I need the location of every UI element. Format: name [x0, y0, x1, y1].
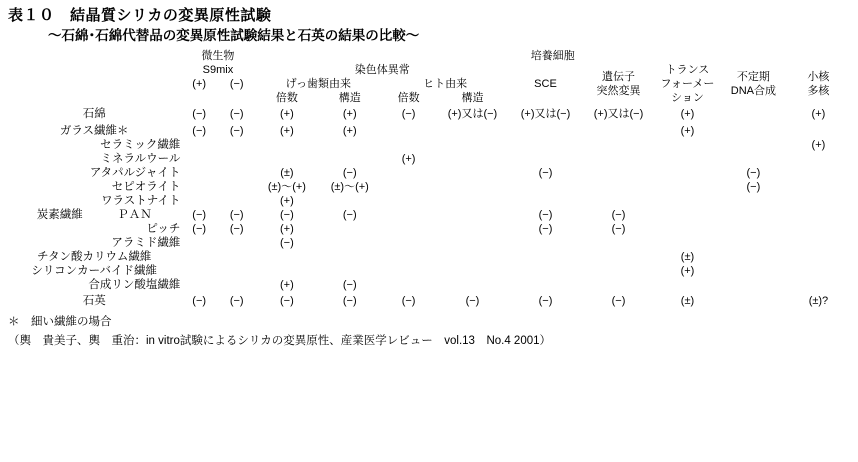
cell-s9-minus	[218, 194, 256, 208]
cell-rodent-structure	[318, 222, 381, 236]
cell-human-structure	[436, 222, 509, 236]
row-label: ガラス繊維＊	[59, 125, 129, 137]
cell-rodent-ploidy: (−)	[280, 209, 294, 221]
cell-rodent-ploidy: (+)	[280, 223, 294, 235]
cell-s9-minus	[218, 278, 256, 292]
header-s9-plus: (+)	[192, 78, 207, 90]
cell-rodent-ploidy: (±)〜(+)	[267, 181, 306, 193]
cell-transformation	[655, 152, 720, 166]
cell-sce	[509, 180, 582, 194]
cell-asbestos-micronucleus: (+)	[811, 107, 826, 120]
cell-gene-mutation: (−)	[611, 209, 626, 221]
table-body-substitutes	[8, 124, 850, 292]
cell-human-ploidy	[381, 180, 436, 194]
table-row	[8, 194, 850, 208]
table-row	[8, 264, 850, 278]
cell-transformation: (±)	[680, 251, 695, 263]
cell-quartz-transformation: (±)	[680, 294, 695, 307]
footnote-citation: （輿 貴美子、輿 重治：in vitro試験によるシリカの変異原性、産業医学レビュー vol.13 No.4 2001）	[8, 335, 552, 347]
table-row	[8, 278, 850, 292]
header-uds-line1: 不定期	[736, 71, 770, 83]
cell-asbestos-gene-mutation: (+)又は(−)	[593, 107, 644, 120]
cell-asbestos-s9-minus: (−)	[229, 107, 244, 120]
cell-s9-plus	[180, 278, 218, 292]
cell-quartz-rodent-ploidy: (−)	[280, 294, 294, 307]
header-sce: SCE	[534, 78, 557, 90]
row-label-asbestos: 石綿	[82, 107, 106, 120]
row-label: アラミド繊維	[111, 237, 181, 249]
cell-micronucleus	[787, 222, 850, 236]
header-gene-mutation-line2: 突然変異	[596, 85, 641, 97]
cell-rodent-ploidy: (+)	[280, 125, 294, 137]
cell-sce: (−)	[538, 209, 553, 221]
table-row	[8, 208, 850, 222]
row-label: ワラストナイト	[101, 195, 181, 207]
cell-uds	[720, 278, 787, 292]
cell-micronucleus: (+)	[811, 139, 826, 151]
cell-uds	[720, 138, 787, 152]
cell-human-structure	[436, 278, 509, 292]
cell-asbestos-rodent-structure: (+)	[342, 107, 357, 120]
header-transformation-line2: フォーメー	[660, 78, 715, 90]
page-title: 表１０ 結晶質シリカの変異原性試験	[8, 7, 272, 24]
cell-sce	[509, 194, 582, 208]
cell-sce	[509, 138, 582, 152]
cell-sce	[509, 124, 582, 138]
mutagenicity-table	[8, 49, 850, 310]
cell-transformation	[655, 236, 720, 250]
cell-quartz-micronucleus: (±)?	[808, 294, 829, 307]
bottom-cell-5	[381, 309, 436, 310]
table-row	[8, 152, 850, 166]
cell-human-structure	[436, 208, 509, 222]
cell-sce	[509, 236, 582, 250]
cell-gene-mutation	[582, 166, 655, 180]
cell-uds: (−)	[746, 181, 761, 193]
cell-rodent-structure: (+)	[342, 125, 357, 137]
cell-human-structure	[436, 124, 509, 138]
bottom-cell-9	[655, 309, 720, 310]
cell-human-structure	[436, 264, 509, 278]
cell-gene-mutation	[582, 180, 655, 194]
cell-s9-plus: (−)	[192, 223, 207, 235]
cell-gene-mutation	[582, 264, 655, 278]
cell-gene-mutation	[582, 138, 655, 152]
cell-human-structure	[436, 152, 509, 166]
cell-s9-minus	[218, 180, 256, 194]
header-row-sub1	[8, 63, 850, 77]
bottom-cell-label	[8, 309, 180, 310]
cell-s9-minus: (−)	[229, 223, 244, 235]
header-uds	[720, 63, 787, 105]
cell-rodent-structure: (−)	[342, 167, 357, 179]
cell-sce	[509, 250, 582, 264]
cell-quartz-s9-minus: (−)	[229, 294, 244, 307]
row-label: 合成リン酸塩繊維	[88, 279, 181, 291]
cell-transformation	[655, 138, 720, 152]
cell-rodent-structure	[318, 236, 381, 250]
cell-s9-plus	[180, 236, 218, 250]
row-label-quartz: 石英	[82, 294, 106, 307]
cell-s9-plus: (−)	[192, 209, 207, 221]
cell-rodent-ploidy	[255, 250, 318, 264]
row-label: セラミック繊維	[100, 139, 181, 151]
cell-s9-plus	[180, 180, 218, 194]
cell-micronucleus	[787, 152, 850, 166]
bottom-cell-2	[218, 309, 256, 310]
cell-transformation	[655, 194, 720, 208]
cell-asbestos-human-structure: (+)又は(−)	[447, 107, 498, 120]
header-row-groups	[8, 49, 850, 63]
row-label: セピオライト	[111, 181, 181, 193]
cell-s9-plus	[180, 152, 218, 166]
cell-uds	[720, 250, 787, 264]
cell-rodent-structure	[318, 264, 381, 278]
cell-quartz-human-structure: (−)	[465, 294, 480, 307]
cell-micronucleus	[787, 236, 850, 250]
header-corner-blank	[8, 49, 180, 63]
cell-rodent-ploidy: (−)	[280, 237, 294, 249]
cell-micronucleus	[787, 264, 850, 278]
cell-transformation: (+)	[680, 265, 695, 277]
cell-micronucleus	[787, 180, 850, 194]
cell-human-ploidy	[381, 208, 436, 222]
header-s9-minus: (−)	[229, 78, 244, 90]
cell-rodent-structure	[318, 152, 381, 166]
bottom-cell-1	[180, 309, 218, 310]
cell-gene-mutation	[582, 250, 655, 264]
cell-rodent-structure: (−)	[342, 279, 357, 291]
cell-gene-mutation	[582, 152, 655, 166]
cell-human-ploidy	[381, 250, 436, 264]
cell-sce	[509, 264, 582, 278]
cell-human-ploidy	[381, 236, 436, 250]
bottom-cell-7	[509, 309, 582, 310]
cell-uds	[720, 208, 787, 222]
header-uds-line2: DNA合成	[730, 85, 776, 97]
table-row	[8, 236, 850, 250]
cell-rodent-ploidy: (±)	[280, 167, 294, 179]
cell-uds	[720, 236, 787, 250]
header-s9mix: S9mix	[202, 64, 234, 76]
cell-s9-minus	[218, 166, 256, 180]
cell-human-structure	[436, 194, 509, 208]
header-micronucleus-line1: 小核	[807, 71, 830, 83]
table-row-quartz	[8, 292, 850, 309]
cell-uds	[720, 222, 787, 236]
cell-micronucleus	[787, 124, 850, 138]
header-gene-mutation-line1: 遺伝子	[602, 71, 635, 83]
row-label: 炭素繊維 ＰＡＮ	[36, 209, 152, 221]
cell-micronucleus	[787, 194, 850, 208]
cell-human-ploidy	[381, 222, 436, 236]
cell-asbestos-transformation: (+)	[680, 107, 695, 120]
cell-s9-plus	[180, 138, 218, 152]
cell-asbestos-s9-plus: (−)	[192, 107, 207, 120]
row-label: ピッチ	[146, 223, 181, 235]
cell-asbestos-sce: (+)又は(−)	[520, 107, 571, 120]
cell-gene-mutation	[582, 194, 655, 208]
header-human-ploidy: 倍数	[397, 92, 420, 104]
header-micronucleus	[787, 63, 850, 105]
title-block	[8, 6, 850, 45]
cell-gene-mutation	[582, 236, 655, 250]
row-label: チタン酸カリウム繊維	[37, 251, 152, 263]
header-blank-3	[8, 77, 180, 91]
header-blank-2	[8, 63, 180, 77]
footnote-asterisk: ＊ 細い繊維の場合	[8, 316, 112, 328]
cell-gene-mutation	[582, 278, 655, 292]
cell-asbestos-uds	[720, 105, 787, 122]
table-bottom-frame	[8, 309, 850, 310]
header-rodent-ploidy: 倍数	[275, 92, 298, 104]
cell-transformation	[655, 166, 720, 180]
table-row	[8, 166, 850, 180]
cell-rodent-ploidy	[255, 264, 318, 278]
header-rodent-structure: 構造	[338, 92, 361, 104]
table-row	[8, 222, 850, 236]
cell-micronucleus	[787, 208, 850, 222]
cell-s9-minus	[218, 264, 256, 278]
cell-human-ploidy	[381, 166, 436, 180]
cell-micronucleus	[787, 250, 850, 264]
row-label: ミネラルウール	[100, 153, 181, 165]
page-subtitle: 〜石綿･石綿代替品の変異原性試験結果と石英の結果の比較〜	[48, 28, 420, 43]
cell-sce	[509, 152, 582, 166]
cell-human-ploidy	[381, 138, 436, 152]
cell-human-structure	[436, 250, 509, 264]
bottom-cell-6	[436, 309, 509, 310]
cell-s9-minus: (−)	[229, 125, 244, 137]
cell-transformation: (+)	[680, 125, 695, 137]
cell-rodent-ploidy	[255, 138, 318, 152]
bottom-cell-10	[720, 309, 787, 310]
header-human-origin: ヒト由来	[423, 78, 468, 90]
cell-s9-plus	[180, 194, 218, 208]
cell-rodent-structure	[318, 250, 381, 264]
cell-micronucleus	[787, 278, 850, 292]
cell-s9-plus: (−)	[192, 125, 207, 137]
cell-quartz-s9-plus: (−)	[192, 294, 207, 307]
cell-human-structure	[436, 138, 509, 152]
cell-human-ploidy	[381, 278, 436, 292]
cell-s9-minus	[218, 138, 256, 152]
cell-quartz-uds	[720, 292, 787, 309]
table-row	[8, 250, 850, 264]
cell-rodent-structure	[318, 194, 381, 208]
cell-quartz-gene-mutation: (−)	[611, 294, 626, 307]
cell-gene-mutation: (−)	[611, 223, 626, 235]
table-row	[8, 180, 850, 194]
cell-sce: (−)	[538, 167, 553, 179]
table-row	[8, 138, 850, 152]
cell-human-ploidy	[381, 264, 436, 278]
cell-human-structure	[436, 166, 509, 180]
header-blank-4	[8, 91, 180, 105]
cell-uds	[720, 152, 787, 166]
table-row	[8, 124, 850, 138]
cell-quartz-rodent-structure: (−)	[342, 294, 357, 307]
header-group-microorganism: 微生物	[201, 50, 235, 62]
header-transformation-line3: ション	[671, 92, 704, 104]
cell-sce	[509, 278, 582, 292]
cell-s9-plus	[180, 250, 218, 264]
bottom-cell-4	[318, 309, 381, 310]
cell-human-ploidy	[381, 194, 436, 208]
cell-uds	[720, 124, 787, 138]
cell-rodent-structure: (±)〜(+)	[330, 181, 369, 193]
header-rodent-origin: げっ歯類由来	[285, 78, 352, 90]
cell-human-ploidy: (+)	[401, 153, 416, 165]
header-human-structure: 構造	[461, 92, 484, 104]
cell-micronucleus	[787, 166, 850, 180]
cell-s9-minus	[218, 152, 256, 166]
header-chromosome-abnormal: 染色体異常	[354, 64, 410, 76]
cell-rodent-ploidy: (+)	[280, 279, 294, 291]
row-label: シリコンカーバイド繊維	[31, 265, 158, 277]
bottom-cell-8	[582, 309, 655, 310]
bottom-cell-11	[787, 309, 850, 310]
cell-human-structure	[436, 236, 509, 250]
cell-transformation	[655, 180, 720, 194]
cell-transformation	[655, 222, 720, 236]
header-group-cultured-cells: 培養細胞	[530, 50, 575, 62]
row-label: アタパルジャイト	[89, 167, 181, 179]
header-micronucleus-line2: 多核	[807, 85, 830, 97]
cell-s9-plus	[180, 166, 218, 180]
cell-uds	[720, 264, 787, 278]
cell-transformation	[655, 278, 720, 292]
header-blank-s9b	[218, 91, 256, 105]
bottom-cell-3	[255, 309, 318, 310]
table-row-asbestos	[8, 105, 850, 122]
cell-asbestos-rodent-ploidy: (+)	[280, 107, 294, 120]
header-blank-s9a	[180, 91, 218, 105]
cell-s9-minus	[218, 236, 256, 250]
header-transformation-line1: トランス	[665, 64, 710, 76]
cell-quartz-human-ploidy: (−)	[401, 294, 416, 307]
cell-gene-mutation	[582, 124, 655, 138]
cell-uds	[720, 194, 787, 208]
cell-human-ploidy	[381, 124, 436, 138]
cell-quartz-sce: (−)	[538, 294, 553, 307]
cell-s9-minus	[218, 250, 256, 264]
cell-asbestos-human-ploidy: (−)	[401, 107, 416, 120]
cell-s9-plus	[180, 264, 218, 278]
cell-s9-minus: (−)	[229, 209, 244, 221]
cell-transformation	[655, 208, 720, 222]
cell-human-structure	[436, 180, 509, 194]
cell-rodent-ploidy: (+)	[280, 195, 294, 207]
cell-sce: (−)	[538, 223, 553, 235]
cell-rodent-structure	[318, 138, 381, 152]
header-transformation	[655, 63, 720, 105]
header-gene-mutation	[582, 63, 655, 105]
cell-rodent-ploidy	[255, 152, 318, 166]
cell-rodent-structure: (−)	[342, 209, 357, 221]
cell-uds: (−)	[746, 167, 761, 179]
